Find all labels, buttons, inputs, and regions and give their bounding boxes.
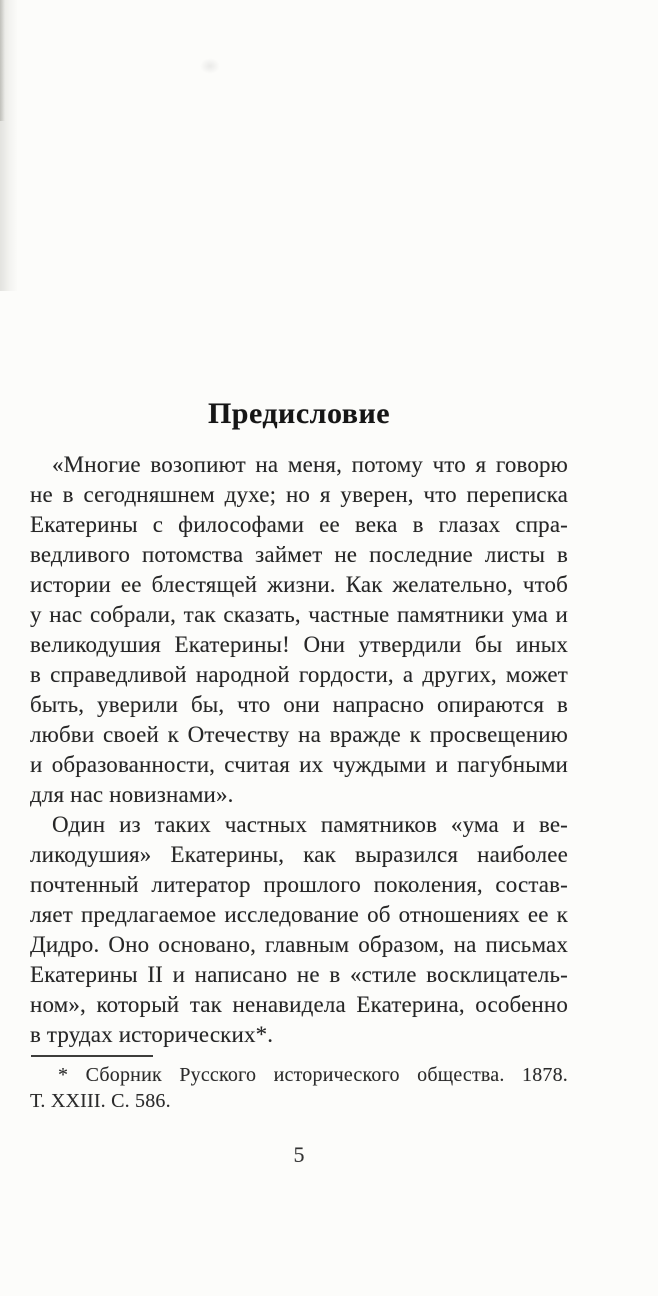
body-line: ведливого потомства займет не последние листы в <box>30 542 568 567</box>
body-text <box>30 450 568 1050</box>
body-line: ликодушия» Екатерины, как выразился наиболее <box>30 842 568 867</box>
body-line: великодушия Екатерины! Они утвердили бы иных <box>30 632 568 657</box>
body-line: Екатерины с философами ее века в глазах спра- <box>30 512 568 537</box>
scan-edge-shadow <box>0 0 5 121</box>
page-number: 5 <box>293 1142 305 1167</box>
body-line: Дидро. Оно основано, главным образом, на письмах <box>30 932 568 957</box>
body-line: Екатерины II и написано не в «стиле восклицатель- <box>30 962 568 987</box>
footnote <box>30 1062 568 1114</box>
footnote-separator-rule <box>31 1055 153 1057</box>
body-line: любви своей к Отечеству на вражде к просвещению <box>30 722 568 747</box>
body-line: почтенный литератор прошлого поколения, состав- <box>30 872 568 897</box>
body-line: быть, уверили бы, что они напрасно опираются в <box>30 692 568 717</box>
body-line: у нас собрали, так сказать, частные памятники ума и <box>30 602 568 627</box>
footnote-line: Т. XXIII. С. 586. <box>30 1090 171 1112</box>
scan-smudge <box>200 58 220 74</box>
body-line: для нас новизнами». <box>30 782 234 807</box>
body-line: не в сегодняшнем духе; но я уверен, что переписка <box>30 482 568 507</box>
paragraph <box>30 810 568 1050</box>
paragraph <box>30 450 568 810</box>
body-line: ном», который так ненавидела Екатерина, особенно <box>30 992 568 1017</box>
body-line: в справедливой народной гордости, а других, может <box>30 662 568 687</box>
body-line: и образованности, считая их чуждыми и пагубными <box>30 752 568 777</box>
page-title: Предисловие <box>207 397 391 430</box>
body-line: в трудах исторических*. <box>30 1022 274 1047</box>
body-line: Один из таких частных памятников «ума и ве- <box>52 812 568 837</box>
body-line: истории ее блестящей жизни. Как желательно, чтоб <box>30 572 568 597</box>
body-line: ляет предлагаемое исследование об отношениях ее к <box>30 902 568 927</box>
body-line: «Многие возопиют на меня, потому что я говорю <box>52 452 568 477</box>
footnote-line: * Сборник Русского исторического общества. 1878. <box>58 1064 568 1086</box>
